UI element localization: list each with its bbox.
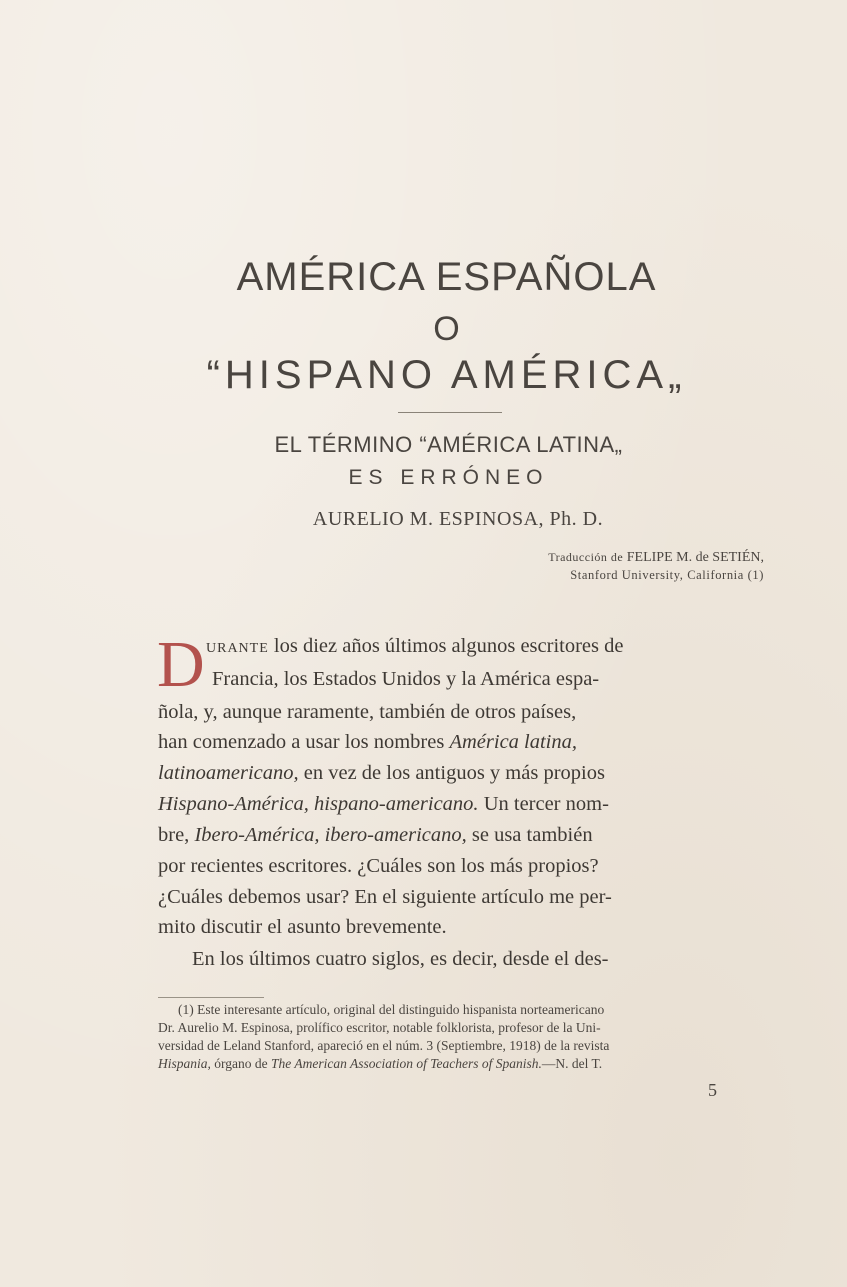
translation-credit [410, 550, 764, 566]
body-line-4: han comenzado a usar los nombres América latina, [158, 731, 578, 753]
translator-affiliation: Stanford University, California (1) [570, 568, 764, 582]
footnote-line-1: (1) Este interesante artículo, original del distinguido hispanista norteamericano [178, 1002, 605, 1017]
body-line-9: ¿Cuáles debemos usar? En el siguiente artículo me per- [158, 886, 612, 908]
footnote-divider [158, 997, 264, 998]
page-number: 5 [708, 1080, 717, 1100]
subtitle-line-1: EL TÉRMINO “AMÉRICA LATINA„ [274, 432, 623, 457]
body-line-6: Hispano-América, hispano-americano. Un tercer nom- [158, 793, 609, 815]
title-line-1: AMÉRICA ESPAÑOLA [236, 255, 657, 299]
body-line-2: Francia, los Estados Unidos y la América espa- [212, 668, 600, 690]
body-line-10: mito discutir el asunto brevemente. [158, 916, 447, 938]
title-divider [398, 412, 502, 413]
body-line-11: En los últimos cuatro siglos, es decir, desde el des- [192, 948, 609, 970]
body-line-7: bre, Ibero-América, ibero-americano, se usa también [158, 824, 593, 846]
translation-label: Traducción de [548, 550, 624, 564]
footnote-line-2: Dr. Aurelio M. Espinosa, prolífico escritor, notable folklorista, profesor de la Uni- [158, 1020, 601, 1035]
body-line-1: URANTE los diez años últimos algunos escritores de [206, 635, 624, 657]
body-line-8: por recientes escritores. ¿Cuáles son los más propios? [158, 855, 599, 877]
first-word-smallcaps: URANTE [206, 641, 269, 656]
drop-cap: D [157, 628, 205, 701]
body-line-3: ñola, y, aunque raramente, también de otros países, [158, 701, 577, 723]
author-byline: AURELIO M. ESPINOSA, Ph. D. [312, 508, 604, 530]
title-line-2: O [433, 310, 460, 348]
title-line-3: “HISPANO AMÉRICA„ [206, 353, 687, 397]
footnote-line-3: versidad de Leland Stanford, apareció en el núm. 3 (Septiembre, 1918) de la revista [158, 1038, 610, 1053]
translator-name: FELIPE M. de SETIÉN, [626, 550, 764, 565]
subtitle-line-2: ES ERRÓNEO [348, 466, 549, 489]
body-line-5: latinoamericano, en vez de los antiguos y más propios [158, 762, 605, 784]
footnote-line-4: Hispania, órgano de The American Association of Teachers of Spanish.—N. del T. [158, 1056, 603, 1071]
